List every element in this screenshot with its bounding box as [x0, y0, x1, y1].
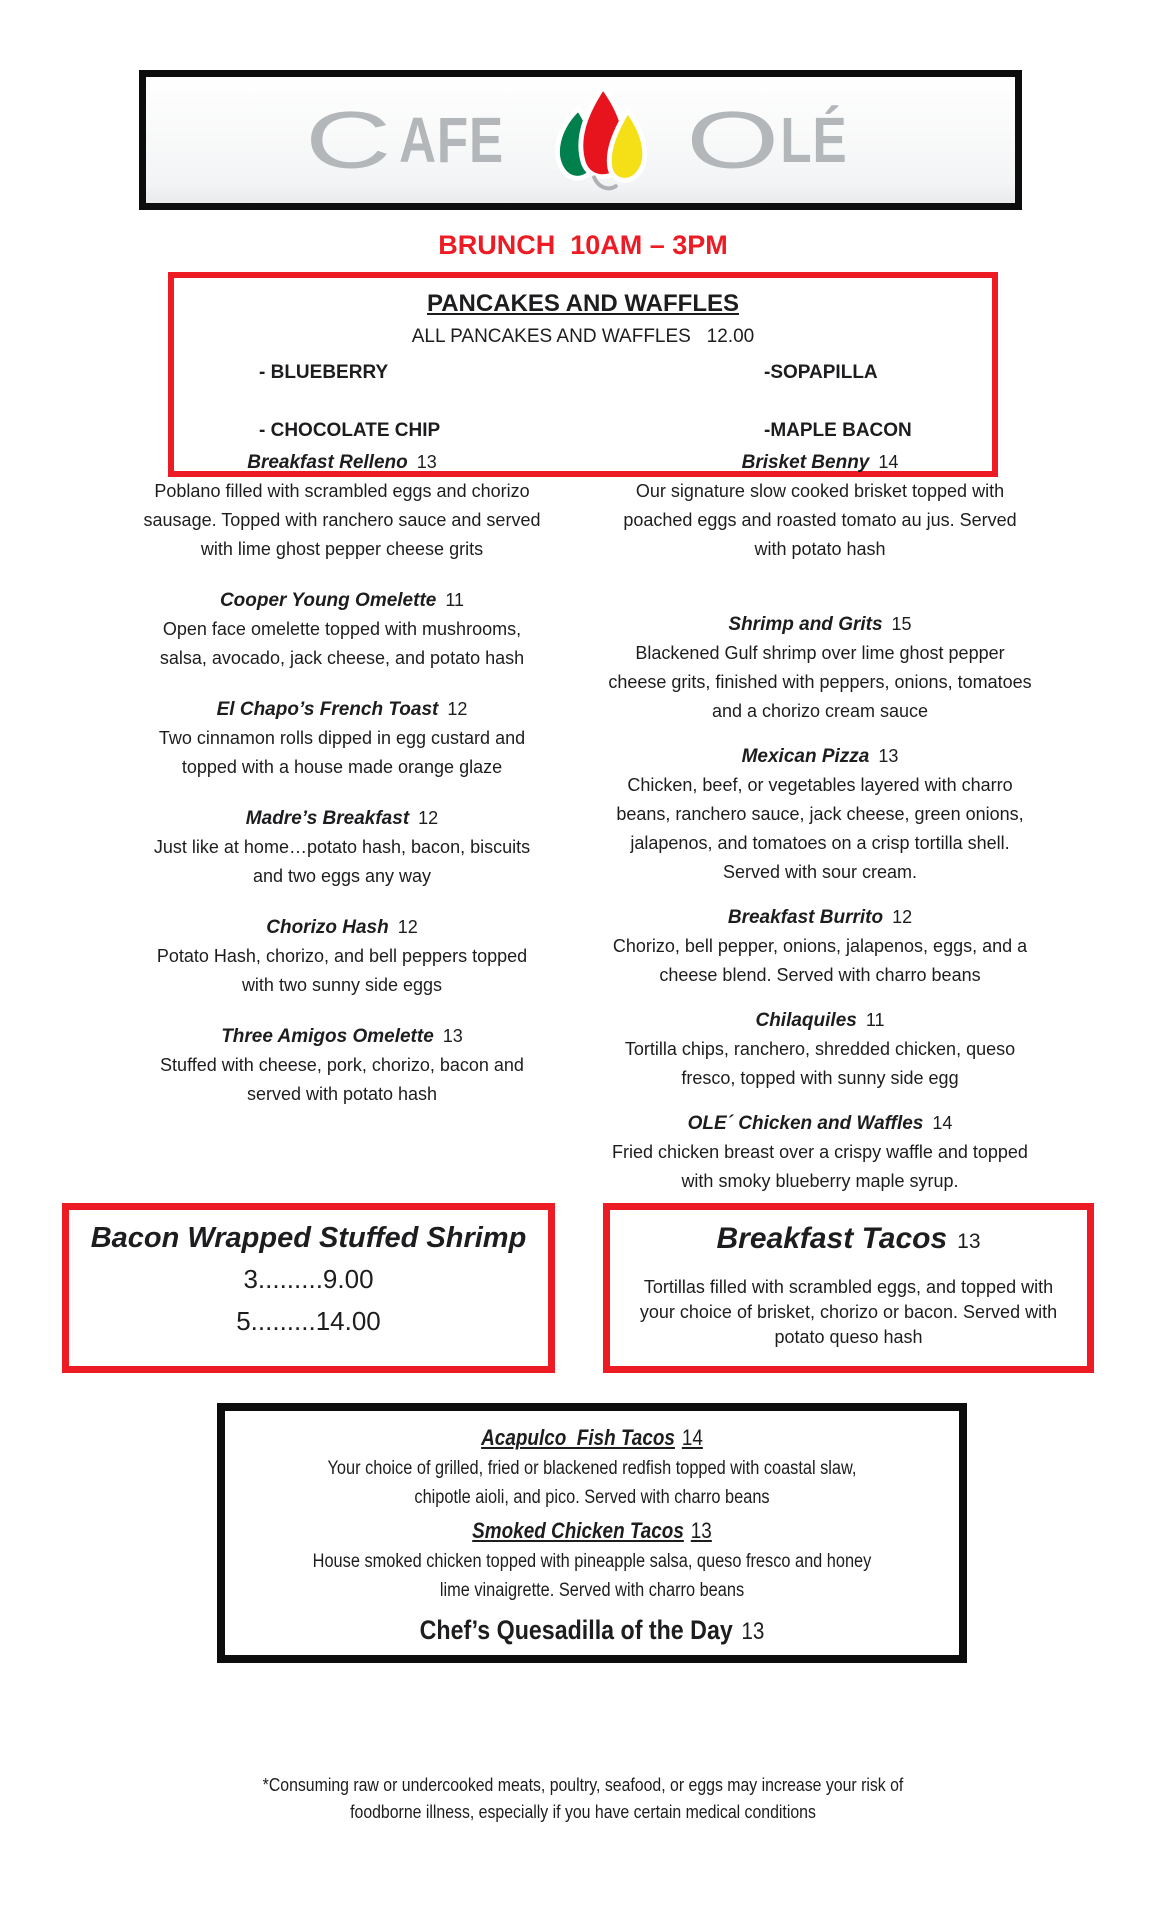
logo-letters-afe: AFE: [398, 104, 504, 176]
item-name: Chorizo Hash: [266, 917, 389, 938]
item-price: 13: [442, 1026, 463, 1046]
item-price: 12: [447, 699, 468, 719]
breakfast-tacos-box: [603, 1203, 1094, 1373]
menu-item-mexican-pizza: [605, 742, 1035, 887]
item-description: Two cinnamon rolls dipped in egg custard and topped with a house made orange glaze: [158, 728, 526, 777]
menu-item-chorizo-hash: [127, 913, 557, 1000]
item-price: 11: [445, 590, 465, 610]
health-disclaimer-text: *Consuming raw or undercooked meats, poultry, seafood, or eggs may increase your risk of foodborne illness, especially if you have certain medical conditions: [262, 1775, 904, 1822]
item-name: Mexican Pizza: [741, 746, 870, 767]
health-disclaimer: [0, 1772, 1166, 1826]
menu-item-chilaquiles: [605, 1006, 1035, 1093]
pancake-option: - BLUEBERRY: [259, 362, 389, 383]
menu-item-madres-breakfast: [127, 804, 557, 891]
menu-item-three-amigos-omelette: [127, 1022, 557, 1109]
item-description: Chorizo, bell pepper, onions, jalapenos, eggs, and a cheese blend. Served with charro beans: [612, 936, 1028, 985]
special-item-name: Acapulco Fish Tacos: [481, 1425, 675, 1450]
pancake-option: -SOPAPILLA: [764, 362, 878, 383]
shrimp-price-line: 5.........14.00: [236, 1306, 381, 1336]
restaurant-logo: [305, 82, 856, 198]
chefs-quesadilla-price: 13: [741, 1618, 765, 1645]
special-item-name: Smoked Chicken Tacos: [472, 1518, 684, 1543]
tacos-box-title: Breakfast Tacos: [716, 1222, 948, 1255]
three-flames-icon: [543, 82, 661, 198]
pancakes-waffles-box: [168, 272, 998, 477]
menu-item-cooper-young-omelette: [127, 586, 557, 673]
item-description: Our signature slow cooked brisket topped with poached eggs and roasted tomato au jus. Served with potato hash: [623, 481, 1017, 559]
shrimp-price-line: 3.........9.00: [243, 1264, 374, 1294]
pancake-option: -MAPLE BACON: [764, 420, 912, 441]
item-description: Stuffed with cheese, pork, chorizo, bacon and served with potato hash: [160, 1055, 524, 1104]
menu-item-el-chapos-french-toast: [127, 695, 557, 782]
item-price: 13: [878, 746, 899, 766]
item-name: Three Amigos Omelette: [221, 1026, 434, 1047]
menu-item-shrimp-and-grits: [605, 610, 1035, 726]
menu-column-right: [605, 448, 1035, 1212]
special-item-smoked-chicken-tacos: [276, 1516, 907, 1605]
special-item-acapulco-fish-tacos: [276, 1423, 907, 1512]
item-name: Chilaquiles: [755, 1010, 857, 1031]
brunch-hours-heading: BRUNCH 10AM – 3PM: [438, 230, 728, 260]
special-item-price: 13: [690, 1518, 712, 1543]
pancakes-box-title: PANCAKES AND WAFFLES: [427, 290, 739, 317]
special-item-price: 14: [681, 1425, 703, 1450]
logo-letter-c: C: [305, 95, 392, 185]
item-description: Poblano filled with scrambled eggs and chorizo sausage. Topped with ranchero sauce and served with lime ghost pepper cheese grits: [143, 481, 541, 559]
special-item-description: Your choice of grilled, fried or blackened redfish topped with coastal slaw, chipotle aioli, and pico. Served with charro beans: [327, 1458, 857, 1508]
pancakes-box-price-line: ALL PANCAKES AND WAFFLES 12.00: [411, 326, 755, 347]
logo-letter-o: O: [685, 95, 779, 185]
item-price: 12: [892, 907, 913, 927]
bacon-wrapped-stuffed-shrimp-box: [62, 1203, 555, 1373]
chefs-quesadilla-line: [276, 1615, 907, 1646]
item-price: 14: [878, 452, 899, 472]
menu-column-left: [127, 448, 557, 1131]
item-name: Shrimp and Grits: [728, 614, 883, 635]
item-price: 11: [865, 1010, 885, 1030]
chefs-quesadilla-name: Chef’s Quesadilla of the Day: [419, 1615, 733, 1645]
item-name: Cooper Young Omelette: [219, 590, 437, 611]
item-price: 12: [418, 808, 439, 828]
menu-item-breakfast-burrito: [605, 903, 1035, 990]
item-name: Madre’s Breakfast: [245, 808, 410, 829]
item-description: Fried chicken breast over a crispy waffle and topped with smoky blueberry maple syrup.: [612, 1142, 1028, 1191]
menu-item-brisket-benny: [605, 448, 1035, 564]
logo-letters-le: LÉ: [780, 104, 848, 176]
shrimp-box-title: Bacon Wrapped Stuffed Shrimp: [90, 1222, 527, 1254]
item-price: 14: [932, 1113, 953, 1133]
special-item-description: House smoked chicken topped with pineapple salsa, queso fresco and honey lime vinaigrette. Served with charro beans: [312, 1551, 872, 1601]
restaurant-logo-box: [139, 70, 1022, 210]
item-name: Breakfast Relleno: [247, 452, 408, 473]
item-name: El Chapo’s French Toast: [216, 699, 439, 720]
item-name: Brisket Benny: [741, 452, 870, 473]
item-description: Blackened Gulf shrimp over lime ghost pepper cheese grits, finished with peppers, onions, tomatoes and a chorizo cream sauce: [608, 643, 1032, 721]
item-description: Tortilla chips, ranchero, shredded chicken, queso fresco, topped with sunny side egg: [624, 1039, 1016, 1088]
item-description: Chicken, beef, or vegetables layered with charro beans, ranchero sauce, jack cheese, green onions, jalapenos, and tomatoes on a crisp tortilla shell. Served with sour cream.: [616, 775, 1024, 882]
item-description: Open face omelette topped with mushrooms, salsa, avocado, jack cheese, and potato hash: [159, 619, 525, 668]
item-price: 12: [397, 917, 418, 937]
item-name: Breakfast Burrito: [727, 907, 884, 928]
item-description: Just like at home…potato hash, bacon, biscuits and two eggs any way: [153, 837, 531, 886]
pancake-option: - CHOCOLATE CHIP: [259, 420, 441, 441]
tacos-box-price: 13: [957, 1230, 981, 1253]
item-name: OLE´ Chicken and Waffles: [687, 1113, 924, 1134]
item-description: Potato Hash, chorizo, and bell peppers topped with two sunny side eggs: [156, 946, 528, 995]
item-price: 15: [891, 614, 912, 634]
menu-item-ole-chicken-and-waffles: [605, 1109, 1035, 1196]
menu-item-breakfast-relleno: [127, 448, 557, 564]
tacos-specials-box: [217, 1403, 967, 1663]
tacos-box-description: Tortillas filled with scrambled eggs, and topped with your choice of brisket, chorizo or bacon. Served with potato queso hash: [639, 1277, 1058, 1347]
item-price: 13: [416, 452, 437, 472]
